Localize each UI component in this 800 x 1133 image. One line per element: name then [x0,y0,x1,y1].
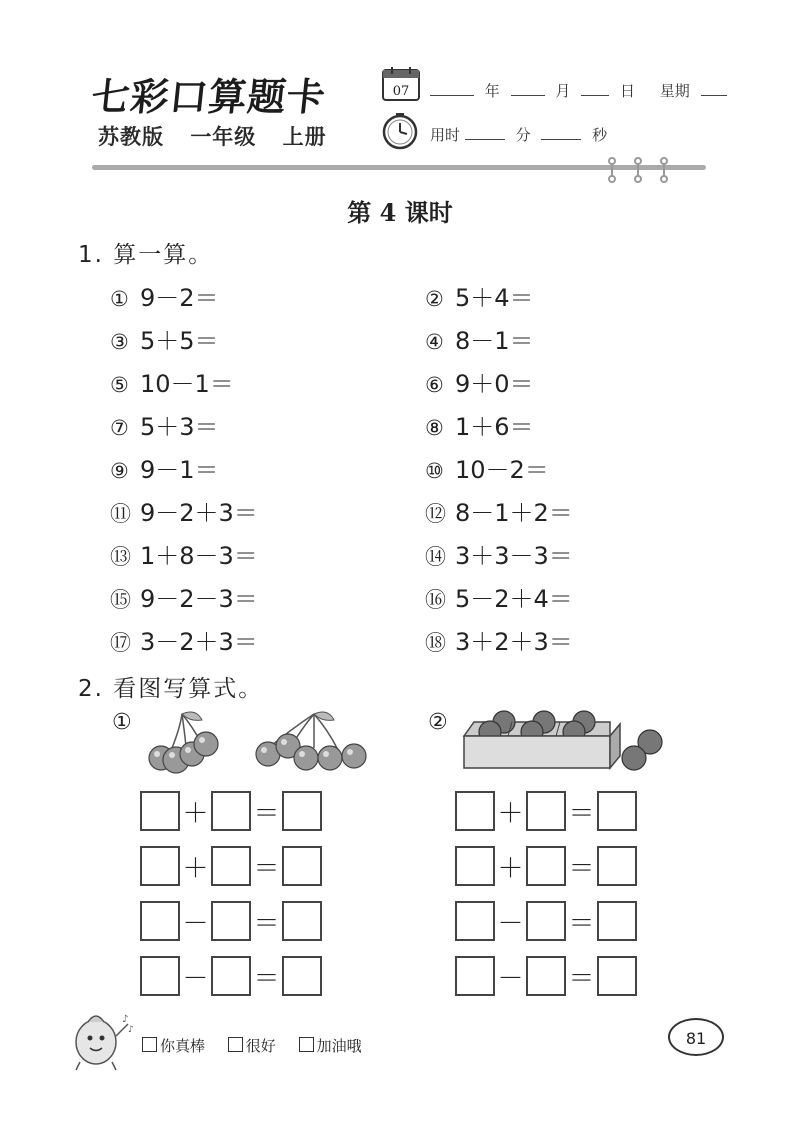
answer-box[interactable] [597,956,637,996]
seconds-blank[interactable] [541,125,581,140]
answer-box[interactable] [597,901,637,941]
exercise-item: ⑧ 1＋6＝ [425,413,534,441]
feedback-options [142,1035,380,1056]
answer-box[interactable] [282,791,322,831]
answer-box[interactable] [140,846,180,886]
answer-box[interactable] [140,791,180,831]
exercise-item: ② 5＋4＝ [425,284,534,312]
minutes-blank[interactable] [465,125,505,140]
answer-box[interactable] [455,956,495,996]
checkbox[interactable] [299,1037,314,1052]
equation-row: － ＝ [140,956,322,996]
calendar-icon [381,66,421,102]
answer-box[interactable] [282,901,322,941]
mascot-icon [66,1006,138,1072]
picture2-label: ② [428,710,448,735]
answer-box[interactable] [211,956,251,996]
weekday-blank[interactable] [701,81,727,96]
section1-title: 1. 算一算。 [78,242,214,268]
exercise-item: ⑩ 10－2＝ [425,456,549,484]
exercise-item: ① 9－2＝ [110,284,219,312]
page-number: 81 [668,1018,724,1056]
answer-box[interactable] [282,846,322,886]
exercise-item: ⑪ 9－2＋3＝ [110,499,258,527]
book-subtitle [98,121,345,151]
answer-box[interactable] [455,791,495,831]
exercise-item: ⑤ 10－1＝ [110,370,234,398]
exercise-item: ⑥ 9＋0＝ [425,370,534,398]
answer-box[interactable] [526,791,566,831]
exercise-item: ⑯ 5－2＋4＝ [425,585,573,613]
clock-icon [381,112,419,150]
exercise-item: ⑬ 1＋8－3＝ [110,542,258,570]
answer-box[interactable] [455,846,495,886]
answer-box[interactable] [140,901,180,941]
equation-row: ＋ ＝ [455,846,637,886]
grade: 一年级 [190,125,257,149]
answer-box[interactable] [526,901,566,941]
volume: 上册 [282,125,327,149]
equation-row: ＋ ＝ [455,791,637,831]
answer-box[interactable] [140,956,180,996]
equation-row: ＋ ＝ [140,846,322,886]
ring-binder-icon [600,155,680,185]
answer-box[interactable] [211,791,251,831]
exercise-item: ⑮ 9－2－3＝ [110,585,258,613]
svg-text:♪: ♪ [128,1025,134,1035]
exercise-item: ⑦ 5＋3＝ [110,413,219,441]
lesson-title: 第 4 课时 [347,198,453,227]
exercise-item: ⑫ 8－1＋2＝ [425,499,573,527]
feedback-option[interactable]: 很好 [228,1037,276,1055]
checkbox[interactable] [228,1037,243,1052]
answer-box[interactable] [597,791,637,831]
edition: 苏教版 [98,125,164,149]
feedback-option[interactable]: 你真棒 [142,1037,205,1055]
picture1-label: ① [112,710,132,735]
checkbox[interactable] [142,1037,157,1052]
cherries-illustration [144,708,379,776]
exercise-item: ⑱ 3＋2＋3＝ [425,628,573,656]
answer-box[interactable] [455,901,495,941]
svg-text:♪: ♪ [122,1014,129,1025]
section2-title: 2. 看图写算式。 [78,676,264,702]
box-balls-illustration [460,708,668,776]
exercise-item: ③ 5＋5＝ [110,327,219,355]
feedback-option[interactable]: 加油哦 [299,1037,362,1055]
exercise-item: ④ 8－1＝ [425,327,534,355]
exercise-item: ⑨ 9－1＝ [110,456,219,484]
exercise-item: ⑭ 3＋3－3＝ [425,542,573,570]
calendar-day: 07 [392,84,410,99]
month-blank[interactable] [511,81,545,96]
day-blank[interactable] [581,81,609,96]
equation-row: － ＝ [455,956,637,996]
answer-box[interactable] [211,901,251,941]
answer-box[interactable] [526,846,566,886]
year-blank[interactable] [430,81,474,96]
answer-box[interactable] [211,846,251,886]
brand-title: 七彩口算题卡 [89,74,329,119]
answer-box[interactable] [526,956,566,996]
answer-box[interactable] [282,956,322,996]
equation-row: － ＝ [455,901,637,941]
date-fields: 年 月 日 星期 [430,80,727,101]
answer-box[interactable] [597,846,637,886]
time-fields: 用时 分 秒 [430,126,608,144]
exercise-item: ⑰ 3－2＋3＝ [110,628,258,656]
equation-row: ＋ ＝ [140,791,322,831]
equation-row: － ＝ [140,901,322,941]
